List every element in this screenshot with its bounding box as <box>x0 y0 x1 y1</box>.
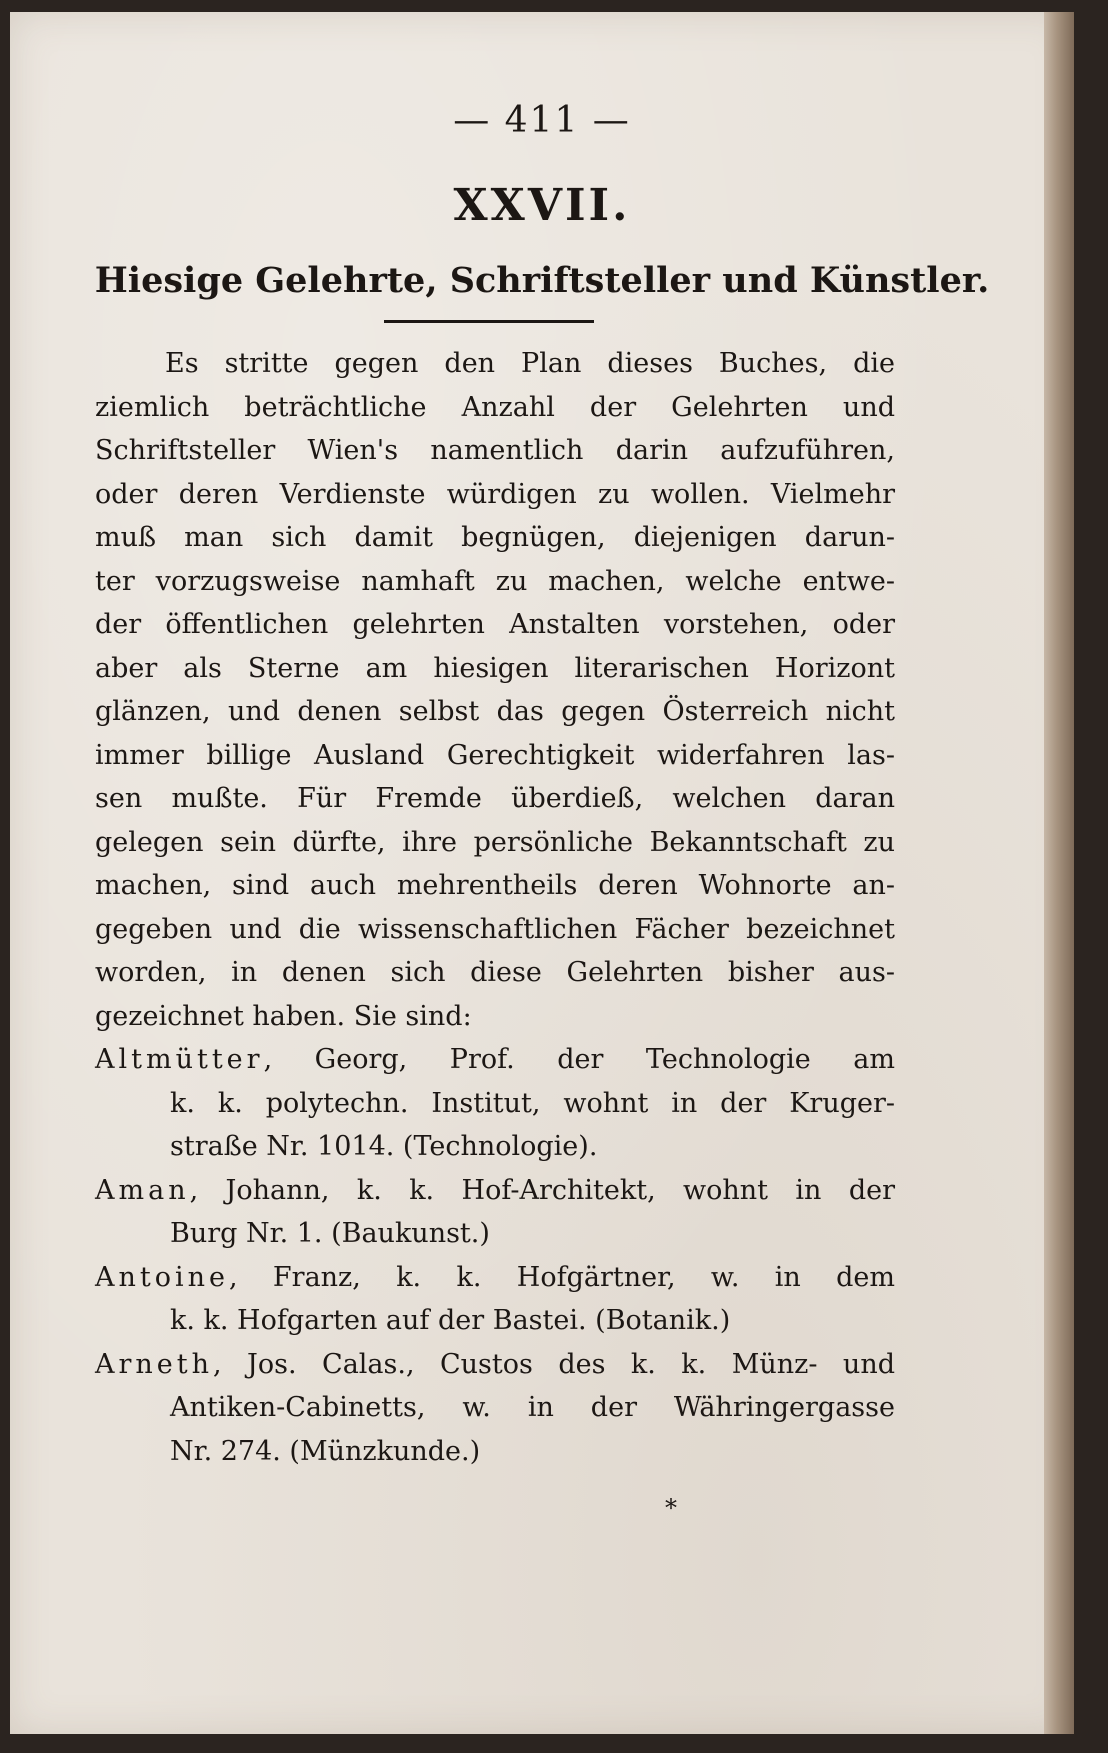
intro-line: ziemlich beträchtliche Anzahl der Gelehrten und <box>95 391 895 423</box>
page-body <box>95 342 895 1473</box>
intro-paragraph <box>95 342 895 1038</box>
entry-line: Nr. 274. (Münzkunde.) <box>170 1435 481 1467</box>
entry-text: , Johann, k. k. Hof-Architekt, wohnt in der <box>189 1174 895 1206</box>
entry-line <box>95 1038 895 1082</box>
intro-line: aber als Sterne am hiesigen literarischen Horizont <box>95 652 895 684</box>
entry-line: k. k. polytechn. Institut, wohnt in der Kruger- <box>170 1087 895 1119</box>
entry-line: straße Nr. 1014. (Technologie). <box>170 1131 598 1162</box>
intro-line: immer billige Ausland Gerechtigkeit widerfahren las- <box>95 739 895 771</box>
entry-text: , Franz, k. k. Hofgärtner, w. in dem <box>229 1261 895 1293</box>
chapter-heading: Hiesige Gelehrte, Schriftsteller und Künstler. <box>94 260 990 301</box>
intro-line: Schriftsteller Wien's namentlich darin aufzuführen, <box>95 435 895 466</box>
intro-line: ter vorzugsweise namhaft zu machen, welche entwe- <box>95 565 895 597</box>
entry-arneth <box>95 1343 895 1474</box>
entry-line: Burg Nr. 1. (Baukunst.) <box>170 1218 490 1249</box>
intro-line: sen mußte. Für Fremde überdieß, welchen daran <box>95 783 895 814</box>
entry-aman <box>95 1169 895 1256</box>
intro-line: worden, in denen sich diese Gelehrten bisher aus- <box>95 957 895 988</box>
entry-line: Antiken-Cabinetts, w. in der Währingergasse <box>170 1392 895 1423</box>
entry-line <box>95 1169 895 1213</box>
heading-rule <box>384 320 594 323</box>
chapter-number: XXVII. <box>453 180 631 231</box>
intro-line: gegeben und die wissenschaftlichen Fächer bezeichnet <box>95 913 895 945</box>
intro-line: machen, sind auch mehrentheils deren Wohnorte an- <box>95 870 895 901</box>
intro-line: muß man sich damit begnügen, diejenigen darun- <box>95 522 895 553</box>
intro-line: gelegen sein dürfte, ihre persönliche Bekanntschaft zu <box>95 826 895 858</box>
intro-line: der öffentlichen gelehrten Anstalten vorstehen, oder <box>95 609 895 640</box>
entry-name: Aman <box>95 1174 190 1206</box>
entry-antoine <box>95 1256 895 1343</box>
entry-line <box>95 1343 895 1387</box>
entry-line: k. k. Hofgarten auf der Bastei. (Botanik.) <box>170 1305 731 1336</box>
entry-text: , Jos. Calas., Custos des k. k. Münz- und <box>213 1348 895 1380</box>
page-number: — 411 — <box>453 100 631 141</box>
entry-list <box>95 1038 895 1473</box>
entry-name: Antoine <box>95 1261 229 1293</box>
entry-name: Altmütter <box>95 1044 264 1075</box>
entry-altmuetter <box>95 1038 895 1169</box>
signature-mark: * <box>665 1494 677 1522</box>
intro-line: Es stritte gegen den Plan dieses Buches, die <box>165 348 895 379</box>
intro-line: oder deren Verdienste würdigen zu wollen. Vielmehr <box>95 478 895 510</box>
entry-line <box>95 1256 895 1300</box>
book-page <box>10 12 1074 1734</box>
intro-line: gezeichnet haben. Sie sind: <box>95 1000 472 1032</box>
intro-line: glänzen, und denen selbst das gegen Österreich nicht <box>95 696 895 727</box>
entry-name: Arneth <box>95 1348 214 1380</box>
entry-text: , Georg, Prof. der Technologie am <box>263 1044 895 1075</box>
